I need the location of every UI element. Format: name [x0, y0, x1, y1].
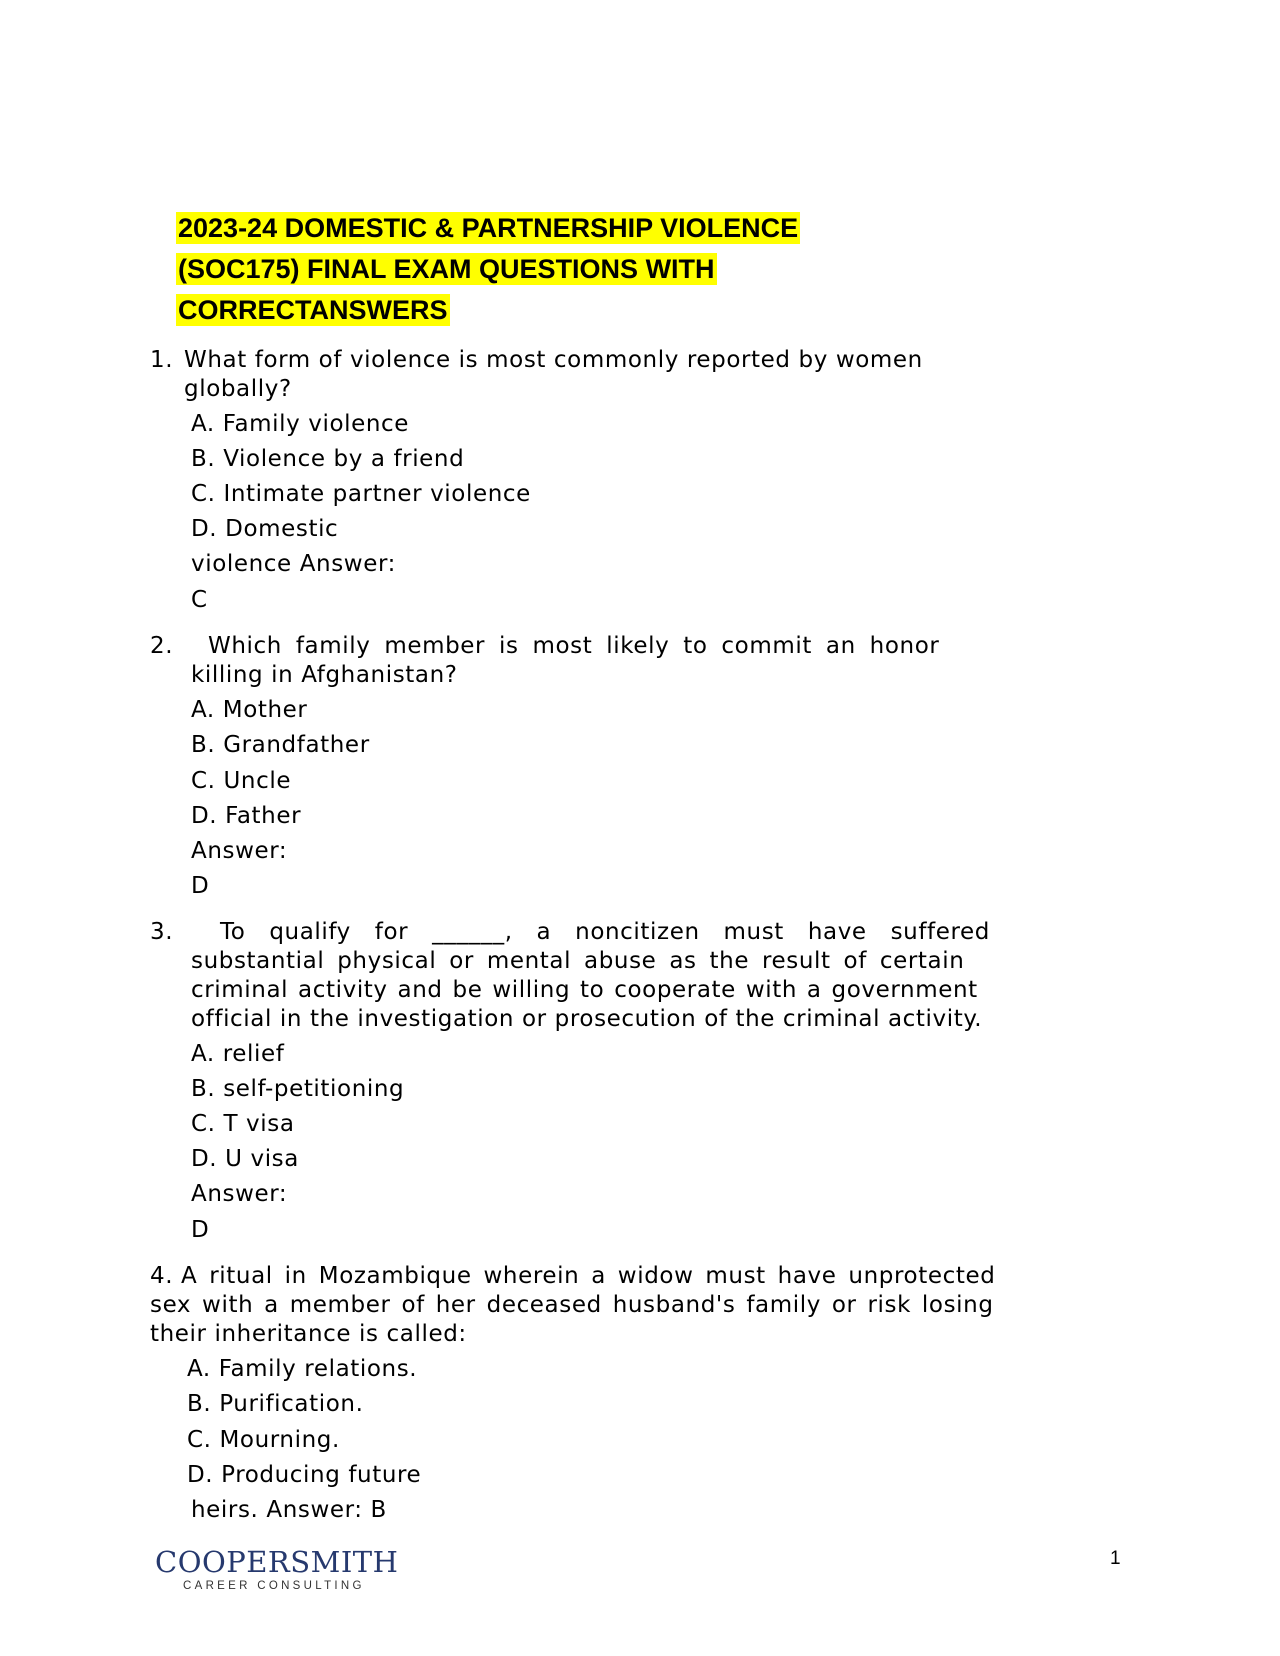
question-1-number: 1. [150, 347, 174, 373]
title-line-1: 2023-24 DOMESTIC & PARTNERSHIP VIOLENCE [178, 213, 799, 243]
question-3-answer-label: Answer: [191, 1181, 288, 1207]
question-3-answer-value: D [191, 1217, 210, 1243]
question-2-answer-value: D [191, 873, 210, 899]
page-number: 1 [1110, 1548, 1121, 1569]
question-2-option-b: B. Grandfather [191, 732, 370, 758]
question-1-option-c: C. Intimate partner violence [191, 481, 531, 507]
question-2-line-2: killing in Afghanistan? [191, 662, 458, 688]
question-3-line-2: substantial physical or mental abuse as the result of certain [191, 948, 965, 974]
question-4-option-a: A. Family relations. [187, 1356, 418, 1382]
question-2-line-1: Which family member is most likely to commit an honor [208, 633, 940, 659]
logo-tagline: CAREER CONSULTING [183, 1580, 365, 1592]
question-4-line-3: their inheritance is called: [150, 1321, 467, 1347]
question-1-option-a: A. Family violence [191, 411, 410, 437]
question-1-line-1: What form of violence is most commonly reported by women [184, 347, 923, 373]
question-1-option-d: D. Domestic [191, 516, 339, 542]
question-3-line-1: To qualify for ______, a noncitizen must have suffered [220, 919, 990, 945]
question-1-option-b: B. Violence by a friend [191, 446, 465, 472]
question-2-option-d: D. Father [191, 803, 302, 829]
question-4-answer: heirs. Answer: B [191, 1497, 387, 1523]
question-1-line-2: globally? [184, 376, 292, 402]
question-4-option-c: C. Mourning. [187, 1427, 340, 1453]
question-3-number: 3. [150, 919, 174, 945]
question-2-answer-label: Answer: [191, 838, 288, 864]
question-2-option-a: A. Mother [191, 697, 308, 723]
question-1-answer-label: violence Answer: [191, 551, 396, 577]
question-3-option-c: C. T visa [191, 1111, 295, 1137]
question-3-option-a: A. relief [191, 1041, 285, 1067]
question-2-option-c: C. Uncle [191, 768, 292, 794]
question-3-option-d: D. U visa [191, 1146, 299, 1172]
coopersmith-logo [155, 1545, 399, 1592]
document-title [176, 208, 800, 331]
question-1-answer-value: C [191, 587, 208, 613]
question-4-option-b: B. Purification. [187, 1391, 364, 1417]
question-2-number: 2. [150, 633, 174, 659]
title-line-3: CORRECTANSWERS [178, 295, 448, 325]
logo-wordmark: COOPERSMITH [155, 1545, 399, 1579]
question-3-option-b: B. self-petitioning [191, 1076, 405, 1102]
question-4-line-1: A ritual in Mozambique wherein a widow must have unprotected [181, 1263, 996, 1289]
question-4-line-2: sex with a member of her deceased husband's family or risk losing [150, 1292, 994, 1318]
question-3-line-3: criminal activity and be willing to cooperate with a government [191, 977, 978, 1003]
question-3-line-4: official in the investigation or prosecution of the criminal activity. [191, 1006, 983, 1032]
question-4-option-d: D. Producing future [187, 1462, 422, 1488]
title-line-2: (SOC175) FINAL EXAM QUESTIONS WITH [178, 254, 715, 284]
question-4-number: 4. [150, 1263, 174, 1289]
